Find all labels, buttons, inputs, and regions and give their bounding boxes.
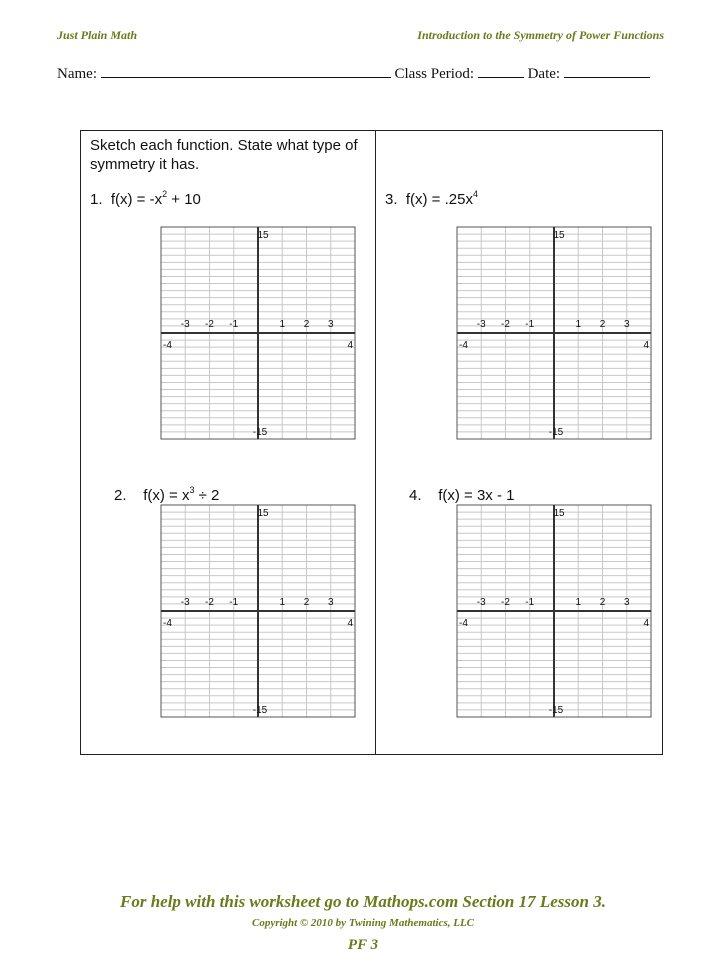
x-tick-label: 1 (575, 597, 582, 608)
problem-number: 2. (114, 487, 127, 504)
footer-copyright: Copyright © 2010 by Twining Mathematics, LLC (251, 917, 475, 929)
problem-number: 3. (385, 191, 398, 208)
x-tick-label: 1 (279, 319, 286, 330)
y-min-label: -15 (548, 705, 564, 716)
problem-number: 4. (409, 487, 422, 504)
x-tick-label: -3 (180, 597, 190, 608)
x-tick-label: 3 (327, 597, 334, 608)
class-period-label: Class Period: (394, 66, 475, 82)
x-tick-label: -3 (180, 319, 190, 330)
x-min-label: -4 (459, 340, 468, 351)
y-max-label: 15 (553, 230, 565, 241)
x-max-label: 4 (347, 340, 353, 351)
x-tick-label: 2 (303, 319, 310, 330)
problem-exponent: 3 (189, 485, 195, 495)
x-tick-label: -1 (229, 319, 239, 330)
graph-1 (161, 227, 355, 439)
x-tick-label: 1 (279, 597, 286, 608)
y-max-label: 15 (257, 508, 269, 519)
x-tick-label: -2 (205, 319, 214, 330)
x-max-label: 4 (643, 618, 649, 629)
instructions: Sketch each function. State what type of symmetry it has. (90, 137, 358, 173)
x-tick-label: 1 (575, 319, 582, 330)
problem-tail: ÷ 2 (194, 487, 220, 504)
problem-function: f(x) = .25x (405, 191, 473, 208)
x-tick-label: -2 (205, 597, 214, 608)
x-tick-label: -2 (501, 319, 510, 330)
graph-2 (161, 505, 355, 717)
y-min-label: -15 (548, 427, 564, 438)
x-tick-label: 3 (623, 319, 630, 330)
date-label: Date: (527, 66, 561, 82)
problem-function: f(x) = x (143, 487, 190, 504)
graph-3 (457, 227, 651, 439)
problem-function: f(x) = -x (110, 191, 163, 208)
problem-function: f(x) = 3x - 1 (438, 487, 515, 504)
header-left-title: Just Plain Math (57, 28, 138, 42)
x-tick-label: -3 (476, 319, 486, 330)
x-tick-label: -2 (501, 597, 510, 608)
x-tick-label: 3 (327, 319, 334, 330)
x-tick-label: 2 (599, 319, 606, 330)
problem-exponent: 4 (472, 189, 478, 199)
y-min-label: -15 (252, 427, 268, 438)
x-min-label: -4 (163, 340, 172, 351)
header-right-title: Introduction to the Symmetry of Power Functions (417, 28, 664, 42)
problem-number: 1. (90, 191, 103, 208)
x-tick-label: -1 (525, 597, 535, 608)
y-max-label: 15 (257, 230, 269, 241)
footer-help-text: For help with this worksheet go to Mathops.com Section 17 Lesson 3. (120, 892, 606, 911)
name-label: Name: (57, 66, 97, 82)
y-min-label: -15 (252, 705, 268, 716)
x-max-label: 4 (347, 618, 353, 629)
x-min-label: -4 (459, 618, 468, 629)
problem-exponent: 2 (162, 189, 168, 199)
x-tick-label: 2 (599, 597, 606, 608)
problem-tail: + 10 (167, 191, 201, 208)
x-tick-label: 3 (623, 597, 630, 608)
footer-page-number: PF 3 (347, 937, 379, 953)
x-min-label: -4 (163, 618, 172, 629)
x-max-label: 4 (643, 340, 649, 351)
x-tick-label: -1 (229, 597, 239, 608)
x-tick-label: 2 (303, 597, 310, 608)
y-max-label: 15 (553, 508, 565, 519)
graph-4 (457, 505, 651, 717)
x-tick-label: -1 (525, 319, 535, 330)
x-tick-label: -3 (476, 597, 486, 608)
